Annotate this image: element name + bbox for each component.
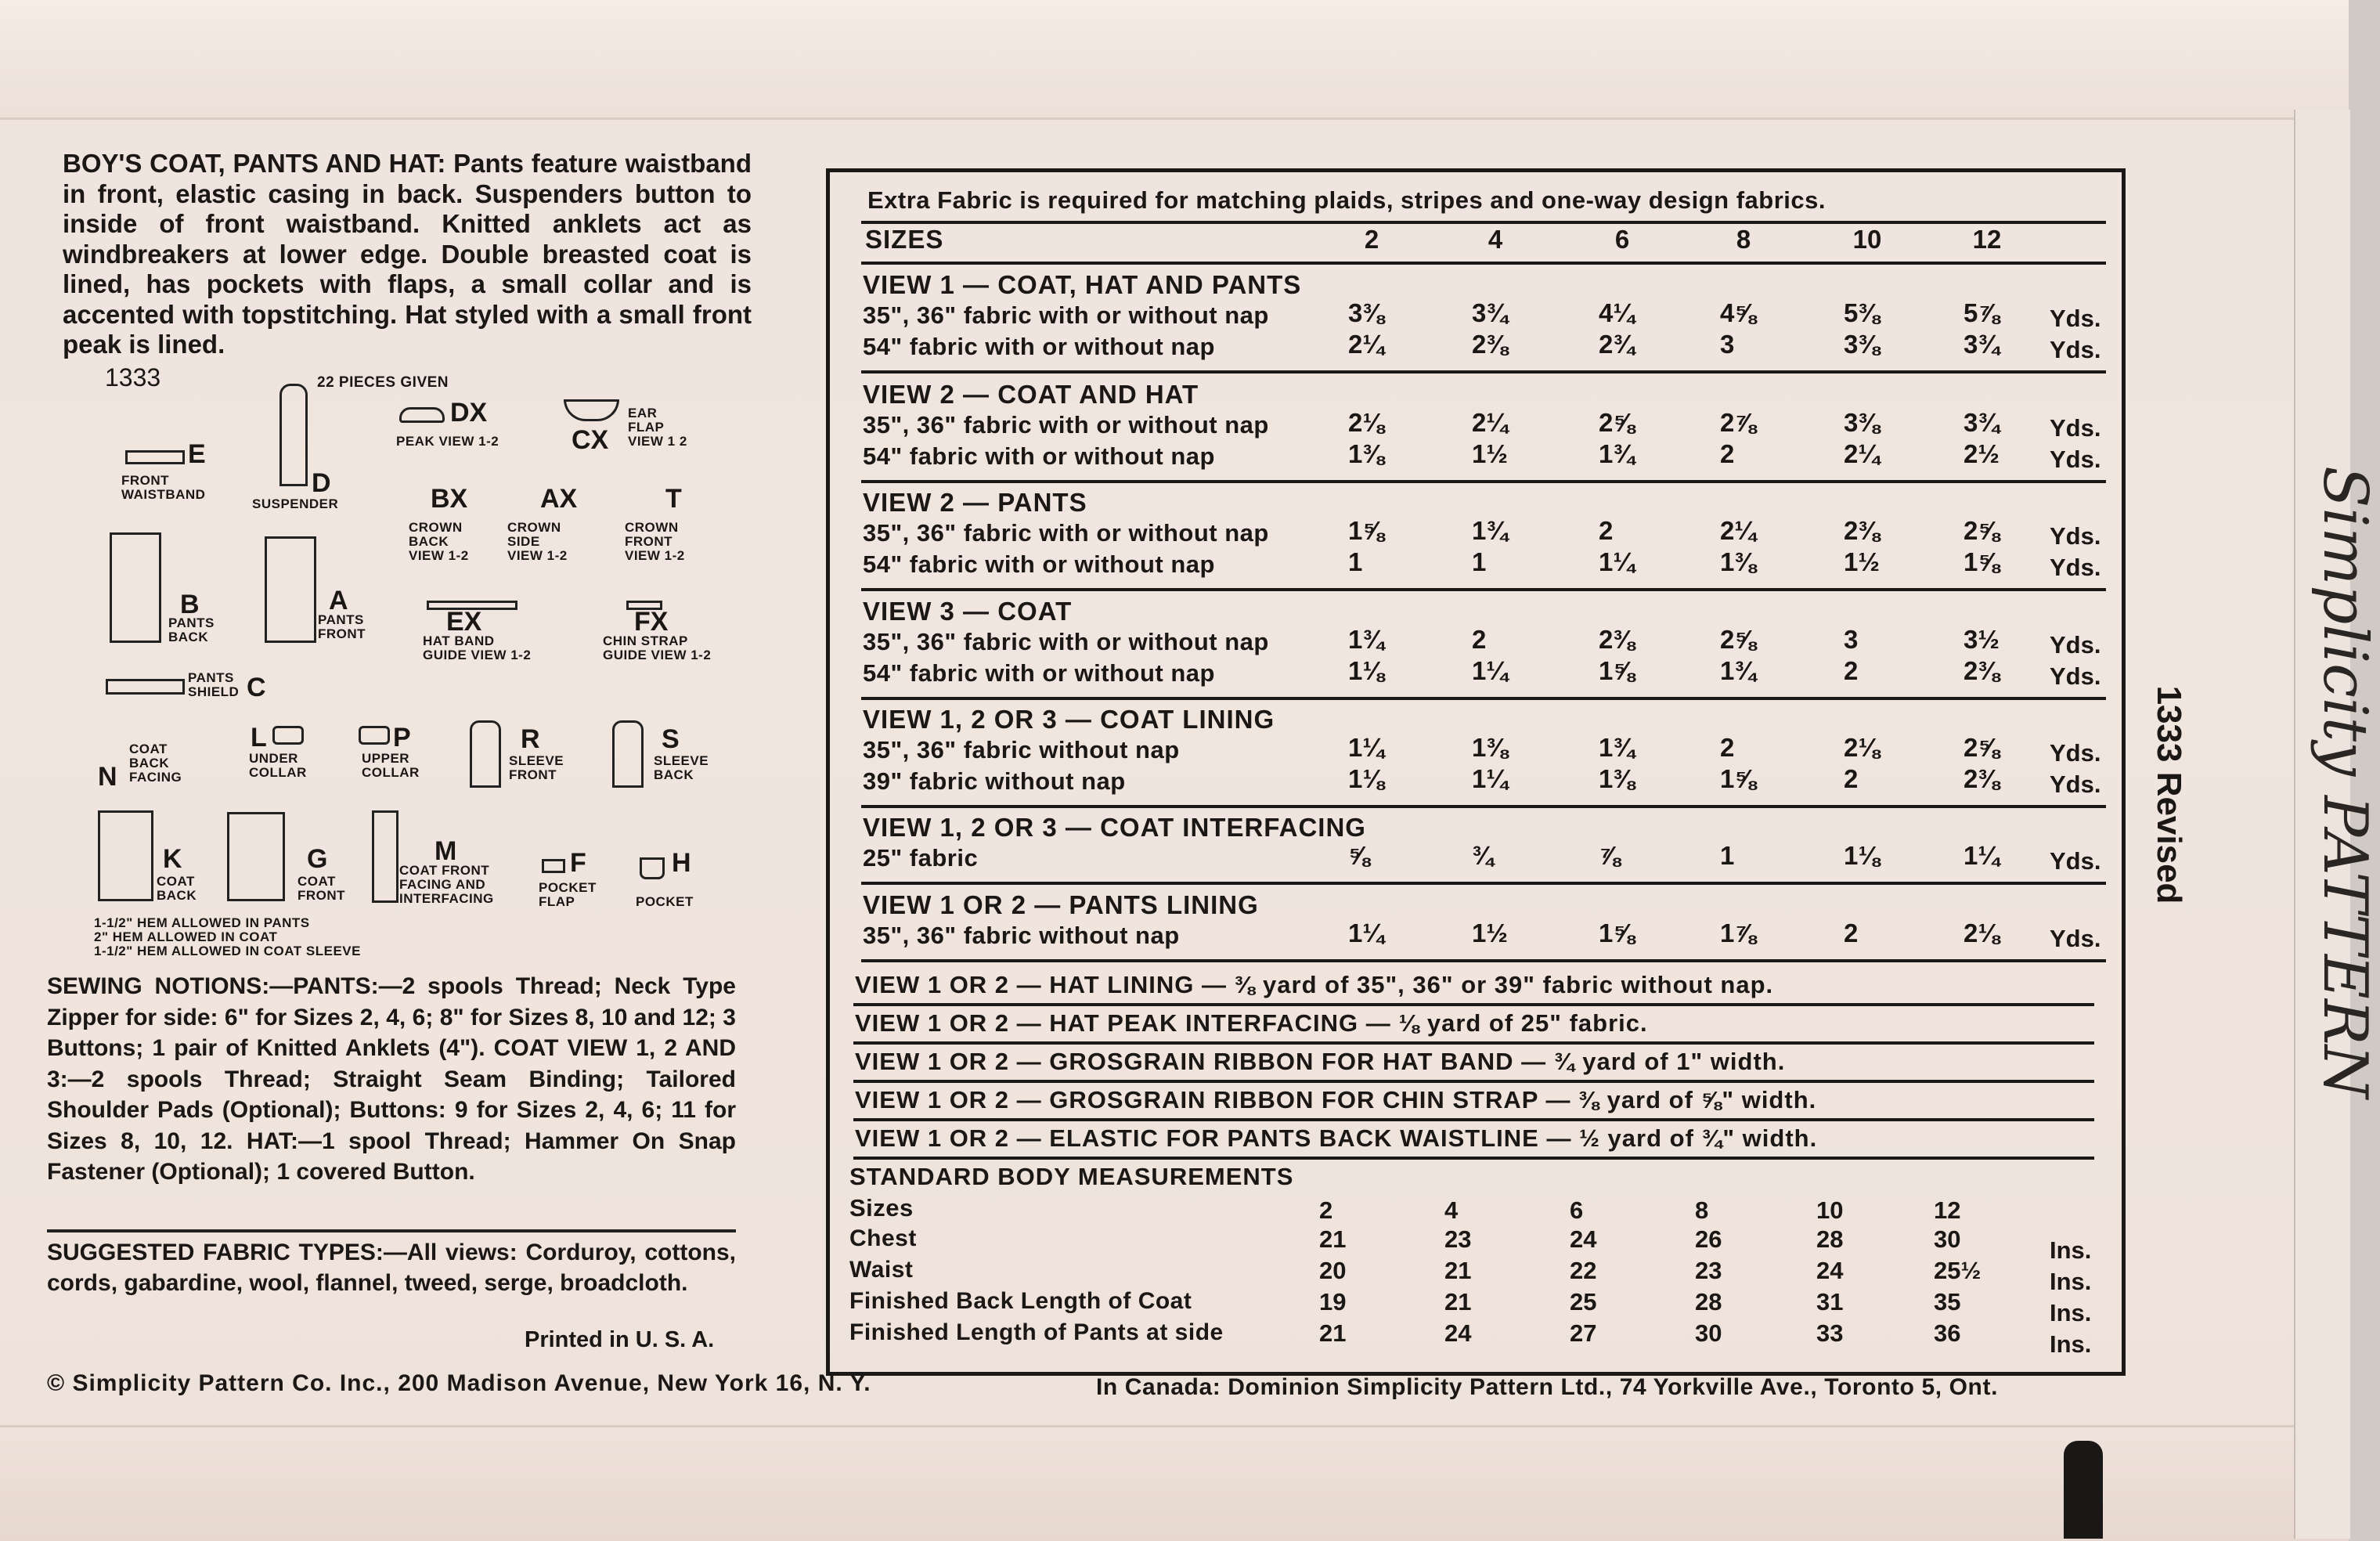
yardage-value: 3⅜: [1844, 330, 1880, 359]
measurement-value: 28: [1695, 1288, 1722, 1315]
yardage-value: 3⅜: [1348, 298, 1384, 327]
unit-yards: Yds.: [2050, 554, 2101, 581]
measurements-title: STANDARD BODY MEASUREMENTS: [849, 1163, 1294, 1190]
piece-f-label-2: FLAP: [539, 894, 575, 909]
size-header: 12: [1972, 225, 2002, 254]
yardage-value: 1⅝: [1599, 918, 1635, 947]
yardage-value: 3½: [1964, 625, 2000, 654]
yardage-value: ¾: [1472, 841, 1494, 870]
side-number-text: 1333 Revised: [2150, 685, 2188, 904]
unit-yards: Yds.: [2050, 847, 2101, 875]
pocket-flap-shape: [542, 859, 565, 873]
piece-l-letter: L: [251, 723, 267, 752]
unit-yards: Yds.: [2050, 631, 2101, 659]
yardage-value: 1⅛: [1348, 764, 1384, 793]
pants-back-shape: [110, 532, 161, 643]
side-pattern-number: [2129, 650, 2200, 963]
publisher-address: © Simplicity Pattern Co. Inc., 200 Madison Avenue, New York 16, N. Y.: [47, 1370, 871, 1396]
piece-ex-label-1: HAT BAND: [423, 633, 495, 648]
chart-rule: [853, 1157, 2094, 1160]
unit-yards: Yds.: [2050, 522, 2101, 550]
piece-cx-label-1: EAR: [628, 406, 658, 420]
yardage-value: 1: [1348, 547, 1363, 576]
piece-t-label-1: CROWN: [625, 520, 679, 535]
yardage-value: 1¼: [1348, 733, 1384, 762]
yardage-value: 2⅞: [1720, 408, 1756, 437]
piece-g-label-2: FRONT: [298, 888, 346, 903]
pocket-shape: [640, 857, 665, 879]
yardage-value: 2½: [1964, 439, 2000, 468]
section-title: VIEW 3 — COAT: [863, 597, 1073, 626]
measurement-label: Waist: [849, 1257, 914, 1283]
piece-bx-label-2: BACK: [409, 534, 449, 549]
measurement-size: 6: [1570, 1196, 1584, 1224]
piece-b-letter: B: [180, 590, 200, 619]
measurement-value: 26: [1695, 1225, 1722, 1253]
yardage-value: 2¼: [1720, 516, 1756, 545]
measurements-sizes-label: Sizes: [849, 1194, 914, 1222]
chart-rule: [853, 1080, 2094, 1083]
fabric-width-label: 54" fabric with or without nap: [863, 550, 1215, 578]
piece-cx-label-2: FLAP: [628, 420, 665, 435]
suspender-shape: [279, 384, 308, 486]
measurement-value: 23: [1695, 1257, 1722, 1284]
notion-line: VIEW 1 OR 2 — HAT LINING — ⅜ yard of 35", 36" or 39" fabric without nap.: [855, 971, 1774, 998]
piece-p-label-1: UPPER: [362, 751, 410, 766]
chart-rule: [861, 805, 2106, 808]
fabric-width-label: 35", 36" fabric with or without nap: [863, 628, 1269, 655]
measurement-size: 10: [1816, 1196, 1844, 1224]
unit-yards: Yds.: [2050, 414, 2101, 442]
unit-yards: Yds.: [2050, 739, 2101, 767]
piece-e-label-2: WAISTBAND: [121, 487, 206, 502]
piece-e-letter: E: [188, 439, 206, 469]
yardage-value: 2⅝: [1964, 516, 2000, 545]
notion-line: VIEW 1 OR 2 — HAT PEAK INTERFACING — ⅛ yard of 25" fabric.: [855, 1009, 1648, 1037]
piece-s-label-1: SLEEVE: [654, 753, 709, 768]
piece-t-letter: T: [665, 484, 682, 514]
measurement-value: 36: [1934, 1319, 1961, 1347]
envelope-dark-tab: [2064, 1441, 2103, 1539]
yardage-value: 1¼: [1472, 656, 1508, 685]
size-header: 6: [1614, 225, 1630, 254]
piece-s-label-2: BACK: [654, 767, 694, 782]
piece-l-label-2: COLLAR: [249, 765, 307, 780]
piece-f-letter: F: [570, 848, 586, 878]
yardage-value: 1⅝: [1964, 547, 2000, 576]
piece-c-label-2: SHIELD: [188, 684, 240, 699]
measurement-value: 19: [1319, 1288, 1347, 1315]
unit-yards: Yds.: [2050, 446, 2101, 473]
piece-a-letter: A: [329, 586, 348, 615]
yardage-value: 2: [1720, 733, 1735, 762]
piece-f-label-1: POCKET: [539, 880, 597, 895]
envelope-bottom-flap: [0, 1425, 2349, 1541]
size-header: 8: [1736, 225, 1751, 254]
canada-address: In Canada: Dominion Simplicity Pattern Ltd., 74 Yorkville Ave., Toronto 5, Ont.: [1096, 1374, 1999, 1400]
piece-n-label-2: BACK: [129, 756, 170, 770]
unit-yards: Yds.: [2050, 336, 2101, 363]
fabric-width-label: 39" fabric without nap: [863, 767, 1126, 795]
chart-rule: [861, 221, 2106, 224]
measurement-value: 35: [1934, 1288, 1961, 1315]
unit-yards: Yds.: [2050, 305, 2101, 332]
piece-cx-letter: CX: [572, 425, 609, 455]
yardage-value: 2⅜: [1472, 330, 1508, 359]
yardage-value: 2¼: [1844, 439, 1880, 468]
piece-bx-letter: BX: [431, 484, 468, 514]
yardage-value: 1⅝: [1720, 764, 1756, 793]
yardage-value: 2: [1472, 625, 1487, 654]
suggested-fabric-types: SUGGESTED FABRIC TYPES:—All views: Corduroy, cottons, cords, gabardine, wool, flannel, tweed, serge, broadcloth.: [47, 1229, 736, 1298]
yardage-value: 1⅝: [1348, 516, 1384, 545]
piece-e-label-1: FRONT: [121, 473, 170, 488]
hem-note-3: 1-1/2" HEM ALLOWED IN COAT SLEEVE: [94, 944, 361, 958]
notion-line: VIEW 1 OR 2 — GROSGRAIN RIBBON FOR HAT BAND — ¾ yard of 1" width.: [855, 1048, 1786, 1075]
notion-line: VIEW 1 OR 2 — ELASTIC FOR PANTS BACK WAISTLINE — ½ yard of ¾" width.: [855, 1124, 1818, 1152]
coat-front-facing-shape: [372, 810, 398, 903]
fabric-width-label: 35", 36" fabric with or without nap: [863, 301, 1269, 329]
piece-s-letter: S: [662, 724, 680, 754]
measurement-value: 21: [1444, 1257, 1472, 1284]
piece-ex-label-2: GUIDE VIEW 1-2: [423, 648, 532, 662]
yardage-value: 3¾: [1964, 408, 2000, 437]
fabric-width-label: 54" fabric with or without nap: [863, 659, 1215, 687]
yardage-value: 2⅜: [1964, 764, 2000, 793]
measurement-value: 31: [1816, 1288, 1844, 1315]
unit-inches: Ins.: [2050, 1236, 2092, 1264]
piece-cx-label-3: VIEW 1 2: [628, 434, 687, 449]
yardage-value: 2¼: [1472, 408, 1508, 437]
measurement-label: Finished Back Length of Coat: [849, 1288, 1192, 1314]
pattern-pieces-diagram: [86, 364, 752, 967]
chart-rule: [861, 370, 2106, 374]
notion-line: VIEW 1 OR 2 — GROSGRAIN RIBBON FOR CHIN STRAP — ⅜ yard of ⅝" width.: [855, 1086, 1817, 1113]
measurement-value: 27: [1570, 1319, 1597, 1347]
yardage-value: 4⅝: [1720, 298, 1756, 327]
unit-yards: Yds.: [2050, 925, 2101, 952]
sleeve-front-shape: [470, 720, 501, 788]
coat-back-shape: [98, 810, 153, 901]
yardage-value: 1¼: [1348, 918, 1384, 947]
measurement-label: Chest: [849, 1225, 917, 1251]
sizes-header-label: SIZES: [865, 225, 944, 254]
piece-ax-label-1: CROWN: [507, 520, 561, 535]
yardage-value: 1½: [1844, 547, 1880, 576]
yardage-value: 1⅜: [1599, 764, 1635, 793]
chart-rule: [861, 588, 2106, 591]
measurement-size: 12: [1934, 1196, 1961, 1224]
yardage-value: 1⅞: [1720, 918, 1756, 947]
yardage-value: 1: [1720, 841, 1735, 870]
pattern-number: 1333: [105, 363, 161, 392]
piece-dx-label: PEAK VIEW 1-2: [396, 434, 499, 449]
yardage-value: 2: [1720, 439, 1735, 468]
unit-yards: Yds.: [2050, 662, 2101, 690]
piece-fx-letter: FX: [634, 607, 669, 637]
yardage-value: ⅝: [1348, 841, 1370, 870]
yardage-value: ⅞: [1599, 841, 1621, 870]
piece-g-letter: G: [307, 844, 328, 874]
front-waistband-shape: [125, 450, 185, 464]
piece-t-label-3: VIEW 1-2: [625, 548, 685, 563]
description-title: BOY'S COAT, PANTS AND HAT:: [63, 149, 446, 178]
piece-b-label-2: BACK: [168, 630, 209, 644]
ear-flap-shape: [564, 399, 619, 421]
yardage-value: 2⅝: [1964, 733, 2000, 762]
size-header: 10: [1852, 225, 1882, 254]
measurement-value: 23: [1444, 1225, 1472, 1253]
piece-l-label-1: UNDER: [249, 751, 298, 766]
unit-yards: Yds.: [2050, 770, 2101, 798]
yardage-value: 5⅞: [1964, 298, 2000, 327]
yardage-value: 1¾: [1720, 656, 1756, 685]
yardage-value: 1⅛: [1348, 656, 1384, 685]
fabric-width-label: 35", 36" fabric with or without nap: [863, 519, 1269, 547]
yardage-value: 2¾: [1599, 330, 1635, 359]
yardage-value: 1⅝: [1599, 656, 1635, 685]
yardage-value: 2⅛: [1964, 918, 2000, 947]
peak-piece-shape: [399, 407, 445, 423]
chart-rule: [853, 1003, 2094, 1006]
yardage-value: 5⅜: [1844, 298, 1880, 327]
envelope-top-flap: [0, 0, 2349, 120]
piece-p-letter: P: [393, 723, 411, 752]
yardage-value: 2⅝: [1599, 408, 1635, 437]
measurement-value: 20: [1319, 1257, 1347, 1284]
yardage-value: 1½: [1472, 918, 1508, 947]
measurement-value: 21: [1444, 1288, 1472, 1315]
yardage-value: 2⅜: [1964, 656, 2000, 685]
piece-r-label-2: FRONT: [509, 767, 557, 782]
measurement-value: 30: [1934, 1225, 1961, 1253]
piece-ax-letter: AX: [540, 484, 578, 514]
piece-ax-label-2: SIDE: [507, 534, 540, 549]
piece-h-label: POCKET: [636, 894, 694, 909]
description-block: [63, 149, 752, 360]
yardage-value: 1½: [1472, 439, 1508, 468]
measurement-value: 30: [1695, 1319, 1722, 1347]
brand-edge: [2306, 454, 2380, 1099]
piece-d-label: SUSPENDER: [252, 496, 339, 511]
hem-note-1: 1-1/2" HEM ALLOWED IN PANTS: [94, 915, 310, 930]
section-title: VIEW 1 — COAT, HAT AND PANTS: [863, 270, 1302, 299]
sleeve-back-shape: [612, 720, 644, 788]
yardage-value: 1⅜: [1348, 439, 1384, 468]
chart-rule: [853, 1118, 2094, 1121]
fabric-width-label: 35", 36" fabric without nap: [863, 922, 1180, 949]
yardage-value: 1¼: [1964, 841, 2000, 870]
chart-rule: [861, 882, 2106, 885]
description-text: Pants feature waistband in front, elastic casing in back. Suspenders button to inside of front waistband. Knitted anklets act as windbreakers at lower edge. Double breasted coat is lined, has pockets with flaps, a small collar and is accented with topstitching. Hat styled with a small front peak is lined.: [63, 149, 752, 359]
section-title: VIEW 2 — COAT AND HAT: [863, 380, 1199, 409]
yardage-value: 2⅝: [1720, 625, 1756, 654]
yardage-value: 2: [1844, 918, 1859, 947]
section-title: VIEW 1, 2 OR 3 — COAT LINING: [863, 705, 1275, 734]
yardage-value: 2: [1599, 516, 1614, 545]
piece-k-letter: K: [163, 844, 182, 874]
hem-note-2: 2" HEM ALLOWED IN COAT: [94, 929, 278, 944]
piece-ax-label-3: VIEW 1-2: [507, 548, 568, 563]
piece-bx-label-1: CROWN: [409, 520, 463, 535]
measurement-size: 8: [1695, 1196, 1709, 1224]
piece-fx-label-1: CHIN STRAP: [603, 633, 688, 648]
measurement-label: Finished Length of Pants at side: [849, 1319, 1224, 1345]
piece-dx-letter: DX: [450, 398, 488, 428]
measurement-value: 24: [1570, 1225, 1597, 1253]
fabric-width-label: 54" fabric with or without nap: [863, 442, 1215, 470]
piece-c-label-1: PANTS: [188, 670, 234, 685]
coat-front-shape: [227, 812, 285, 901]
piece-n-label-1: COAT: [129, 742, 168, 756]
measurement-value: 25: [1570, 1288, 1597, 1315]
brand-edge-text: Simplicity PATTERN: [2310, 466, 2380, 1099]
section-title: VIEW 2 — PANTS: [863, 488, 1087, 517]
chart-rule: [861, 480, 2106, 483]
section-title: VIEW 1 OR 2 — PANTS LINING: [863, 890, 1259, 919]
piece-m-label-3: INTERFACING: [399, 891, 494, 906]
yardage-value: 3¾: [1472, 298, 1508, 327]
piece-t-label-2: FRONT: [625, 534, 673, 549]
chart-rule: [861, 262, 2106, 265]
piece-d-letter: D: [312, 468, 331, 498]
yardage-value: 3: [1720, 330, 1735, 359]
unit-inches: Ins.: [2050, 1299, 2092, 1326]
piece-m-label-1: COAT FRONT: [399, 863, 490, 878]
measurement-value: 21: [1319, 1225, 1347, 1253]
piece-g-label-1: COAT: [298, 874, 336, 889]
printed-in-usa: Printed in U. S. A.: [525, 1327, 715, 1352]
pants-front-shape: [265, 536, 316, 643]
piece-b-label-1: PANTS: [168, 615, 215, 630]
yardage-value: 1¾: [1599, 439, 1635, 468]
piece-a-label-1: PANTS: [318, 612, 364, 627]
piece-n-letter: N: [98, 762, 117, 792]
yardage-value: 2⅜: [1599, 625, 1635, 654]
piece-m-letter: M: [435, 836, 457, 866]
yardage-value: 1⅛: [1844, 841, 1880, 870]
measurement-size: 2: [1319, 1196, 1333, 1224]
extra-fabric-note: Extra Fabric is required for matching plaids, stripes and one-way design fabrics.: [867, 186, 1826, 214]
piece-k-label-1: COAT: [157, 874, 195, 889]
yardage-value: 1⅜: [1720, 547, 1756, 576]
under-collar-shape: [272, 726, 304, 745]
yardage-value: 1¾: [1472, 516, 1508, 545]
yardage-value: 1⅜: [1472, 733, 1508, 762]
measurement-value: 24: [1816, 1257, 1844, 1284]
piece-fx-label-2: GUIDE VIEW 1-2: [603, 648, 712, 662]
yardage-value: 1: [1472, 547, 1487, 576]
yardage-value: 4¼: [1599, 298, 1635, 327]
yardage-value: 2⅜: [1844, 516, 1880, 545]
yardage-value: 2⅛: [1348, 408, 1384, 437]
yardage-value: 1¾: [1348, 625, 1384, 654]
measurement-value: 33: [1816, 1319, 1844, 1347]
piece-k-label-2: BACK: [157, 888, 197, 903]
measurement-value: 24: [1444, 1319, 1472, 1347]
fabric-width-label: 35", 36" fabric with or without nap: [863, 411, 1269, 438]
piece-r-label-1: SLEEVE: [509, 753, 564, 768]
yardage-value: 3¾: [1964, 330, 2000, 359]
chart-rule: [853, 1041, 2094, 1045]
size-header: 2: [1364, 225, 1379, 254]
fabric-width-label: 35", 36" fabric without nap: [863, 736, 1180, 763]
chart-rule: [861, 697, 2106, 700]
measurement-value: 25½: [1934, 1257, 1982, 1284]
yardage-value: 2: [1844, 656, 1859, 685]
pants-shield-shape: [106, 679, 185, 695]
yardage-value: 1¾: [1599, 733, 1635, 762]
piece-bx-label-3: VIEW 1-2: [409, 548, 469, 563]
piece-h-letter: H: [672, 848, 691, 878]
yardage-value: 2: [1844, 764, 1859, 793]
fabric-width-label: 54" fabric with or without nap: [863, 333, 1215, 360]
piece-m-label-2: FACING AND: [399, 877, 486, 892]
size-header: 4: [1488, 225, 1503, 254]
yardage-value: 1¼: [1472, 764, 1508, 793]
pieces-given: 22 PIECES GIVEN: [317, 374, 449, 391]
yardage-value: 2¼: [1348, 330, 1384, 359]
piece-c-letter: C: [247, 673, 266, 702]
yardage-value: 3⅜: [1844, 408, 1880, 437]
yardage-value: 1¼: [1599, 547, 1635, 576]
piece-a-label-2: FRONT: [318, 626, 366, 641]
piece-r-letter: R: [521, 724, 540, 754]
yardage-value: 2⅛: [1844, 733, 1880, 762]
unit-inches: Ins.: [2050, 1330, 2092, 1358]
piece-ex-letter: EX: [446, 607, 482, 637]
measurement-value: 28: [1816, 1225, 1844, 1253]
unit-inches: Ins.: [2050, 1268, 2092, 1295]
piece-p-label-2: COLLAR: [362, 765, 420, 780]
piece-n-label-3: FACING: [129, 770, 182, 785]
chart-rule: [861, 959, 2106, 962]
sewing-notions: SEWING NOTIONS:—PANTS:—2 spools Thread; Neck Type Zipper for side: 6" for Sizes 2, 4, 6; 8" for Sizes 8, 10 and 12; 3 Buttons; 1 pair of Knitted Anklets (4"). COAT VIEW 1, 2 AND 3:—2 spools Thread; Straight Seam Binding; Tailored Shoulder Pads (Optional); Buttons: 9 for Sizes 2, 4, 6; 11 for Sizes 8, 10, 12. HAT:—1 spool Thread; Hammer On Snap Fastener (Optional); 1 covered Button.: [47, 973, 736, 1185]
measurement-size: 4: [1444, 1196, 1459, 1224]
measurement-value: 22: [1570, 1257, 1597, 1284]
yardage-value: 3: [1844, 625, 1859, 654]
fabric-width-label: 25" fabric: [863, 844, 979, 872]
upper-collar-shape: [359, 726, 390, 745]
measurement-value: 21: [1319, 1319, 1347, 1347]
section-title: VIEW 1, 2 OR 3 — COAT INTERFACING: [863, 813, 1366, 842]
